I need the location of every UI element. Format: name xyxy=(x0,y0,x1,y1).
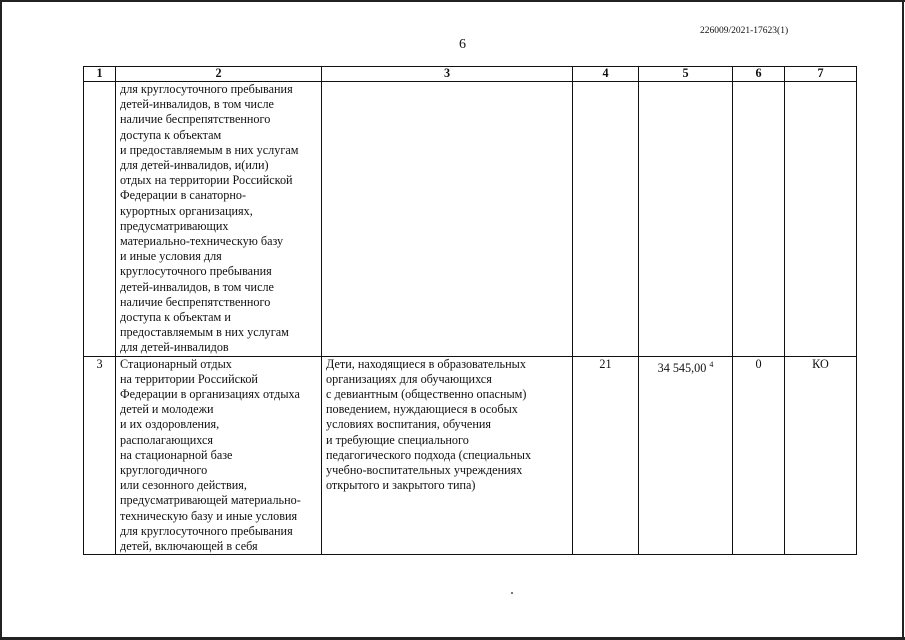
column-7-cell: КО xyxy=(785,356,857,555)
scan-border-left xyxy=(0,0,2,640)
column-4-cell xyxy=(573,82,639,357)
amount-cell xyxy=(639,82,733,357)
column-header-3: 3 xyxy=(322,67,573,82)
scan-border-right xyxy=(902,0,904,640)
column-7-cell xyxy=(785,82,857,357)
recipient-category-cell: Дети, находящиеся в образовательных организациях для обучающихся с девиантным (общественно опасным) поведением, нуждающиеся в особых условиях воспитания, обучения и требующие специального педагогического подхода (специальных учебно-воспитательных учреждениях открытого и закрытого типа) xyxy=(322,356,573,555)
scan-border-top xyxy=(0,0,905,2)
page-number: 6 xyxy=(459,37,466,52)
scan-speck xyxy=(511,592,513,594)
column-header-7: 7 xyxy=(785,67,857,82)
column-6-cell xyxy=(733,82,785,357)
recipient-category-cell xyxy=(322,82,573,357)
service-description-cell: для круглосуточного пребывания детей-инвалидов, в том числе наличие беспрепятственного доступа к объектам и предоставляемым в них услугам для детей-инвалидов, и(или) отдых на территории Российской Федерации в санаторно- курортных организациях, предусматривающих материально-техническую базу и иные условия для круглосуточного пребывания детей-инвалидов, в том числе наличие беспрепятственного доступа к объектам и предоставляемым в них услугам для детей-инвалидов xyxy=(116,82,322,357)
column-header-6: 6 xyxy=(733,67,785,82)
footnote-marker: 4 xyxy=(709,359,714,369)
document-id: 226009/2021-17623(1) xyxy=(700,26,789,36)
column-header-4: 4 xyxy=(573,67,639,82)
column-header-5: 5 xyxy=(639,67,733,82)
amount-cell xyxy=(639,356,733,555)
table-row xyxy=(84,356,857,555)
column-header-1: 1 xyxy=(84,67,116,82)
data-table xyxy=(83,66,857,555)
column-header-2: 2 xyxy=(116,67,322,82)
amount-value: 34 545,00 xyxy=(657,360,707,375)
column-6-cell: 0 xyxy=(733,356,785,555)
row-number-cell xyxy=(84,82,116,357)
column-4-cell: 21 xyxy=(573,356,639,555)
table-header-row xyxy=(84,67,857,82)
row-number-cell: 3 xyxy=(84,356,116,555)
table-row xyxy=(84,82,857,357)
service-description-cell: Стационарный отдых на территории Российской Федерации в организациях отдыха детей и молодежи и их оздоровления, располагающихся на стационарной базе круглогодичного или сезонного действия, предусматривающей материально- техническую базу и иные условия для круглосуточного пребывания детей, включающей в себя xyxy=(116,356,322,555)
